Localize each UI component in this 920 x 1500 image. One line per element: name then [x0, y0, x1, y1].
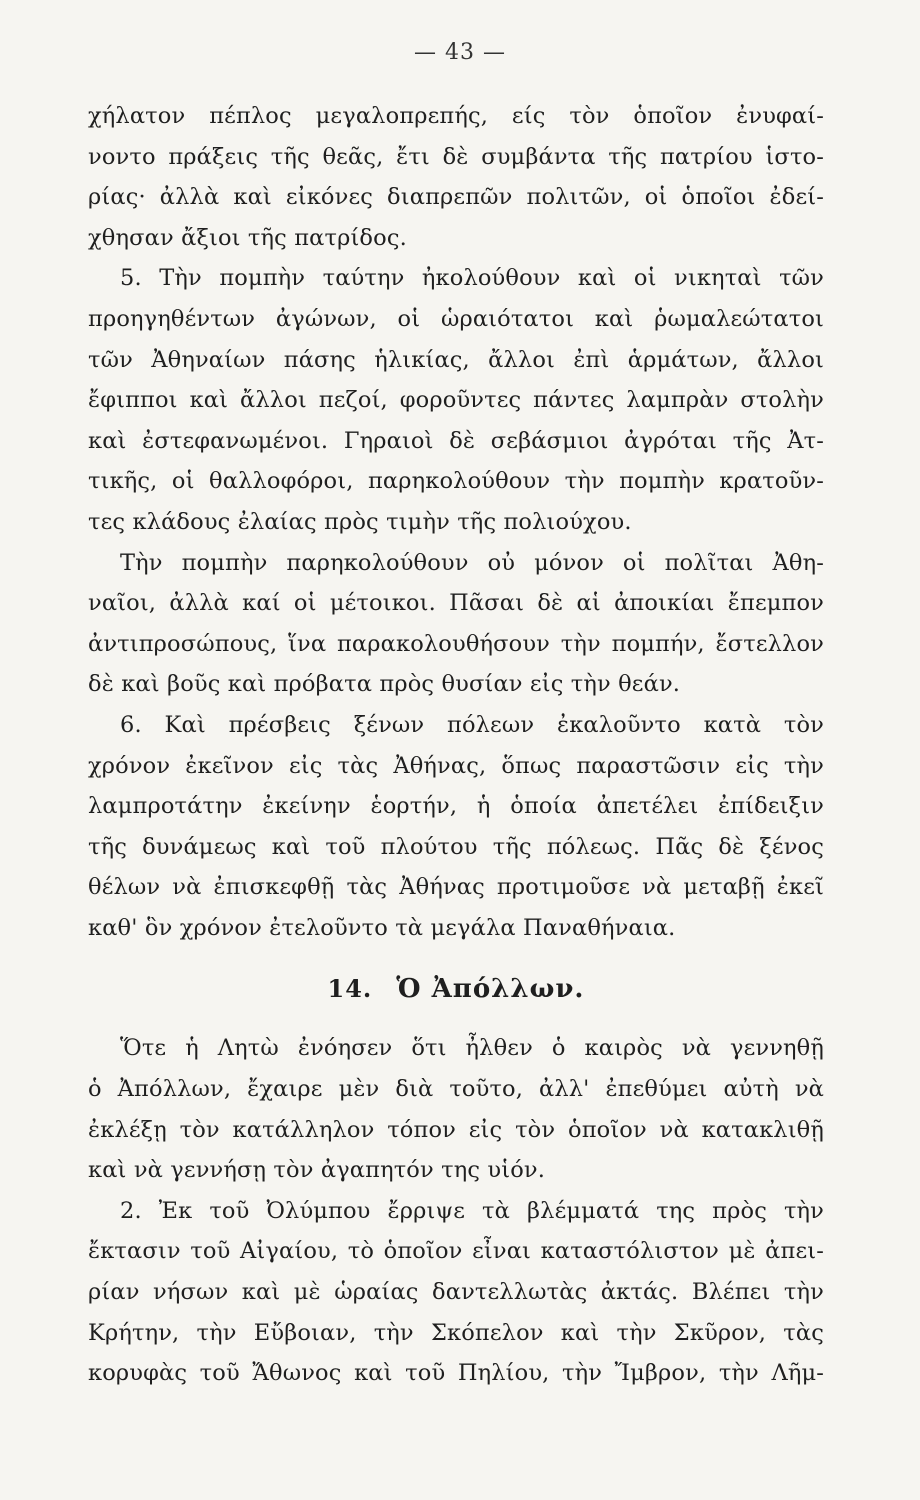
section-number: 14.	[327, 974, 373, 1004]
text-line: Τὴν πομπὴν παρηκολούθουν οὐ μόνον οἱ πολῖται Ἀθη-	[120, 549, 824, 576]
text-line: χήλατον πέπλος μεγαλοπρεπής, είς τὸν ὁποῖον ἐνυφαί-	[88, 103, 824, 129]
text-line: νοντο πράξεις τῆς θεᾶς, ἔτι δὲ συμβάντα τῆς πατρίου ἱστο-	[88, 143, 824, 170]
text-line: καὶ νὰ γεννήσῃ τὸν ἀγαπητόν της υἱόν.	[88, 1157, 546, 1184]
text-line: 6. Καὶ πρέσβεις ξένων πόλεων ἐκαλοῦντο κατὰ τὸν	[120, 711, 824, 738]
text-line: 2. Ἐκ τοῦ Ὀλύμπου ἔρριψε τὰ βλέμματά της πρὸς τὴν	[120, 1197, 824, 1224]
text-line: τῆς δυνάμεως καὶ τοῦ πλούτου τῆς πόλεως. Πᾶς δὲ ξένος	[88, 833, 824, 860]
text-line: χρόνον ἐκεῖνον εἰς τὰς Ἀθήνας, ὅπως παραστῶσιν εἰς τὴν	[88, 752, 824, 779]
text-line: ἔφιπποι καὶ ἄλλοι πεζοί, φοροῦντες πάντες λαμπρὰν στολὴν	[88, 387, 824, 414]
text-line: ὁ Ἀπόλλων, ἔχαιρε μὲν διὰ τοῦτο, ἀλλ' ἐπεθύμει αὐτὴ νὰ	[88, 1076, 824, 1103]
text-line: τῶν Ἀθηναίων πάσης ἡλικίας, ἄλλοι ἐπὶ ἁρμάτων, ἄλλοι	[88, 346, 824, 373]
text-line: ἀντιπροσώπους, ἵνα παρακολουθήσουν τὴν πομπήν, ἔστελλον	[88, 630, 824, 657]
text-line: 5. Τὴν πομπὴν ταύτην ἠκολούθουν καὶ οἱ νικηταὶ τῶν	[120, 265, 824, 292]
text-line: ρίας· ἀλλὰ καὶ εἰκόνες διαπρεπῶν πολιτῶν, οἱ ὁποῖοι ἐδεί-	[88, 184, 824, 211]
text-line: τες κλάδους ἐλαίας πρὸς τιμὴν τῆς πολιούχου.	[88, 508, 632, 535]
page-number: — 43 —	[414, 40, 506, 65]
text-line: τικῆς, οἱ θαλλοφόροι, παρηκολούθουν τὴν πομπὴν κρατοῦν-	[88, 468, 824, 495]
text-line: καὶ ἐστεφανωμένοι. Γηραιοὶ δὲ σεβάσμιοι ἀγρόται τῆς Ἀτ-	[88, 427, 824, 454]
text-line: δὲ καὶ βοῦς καὶ πρόβατα πρὸς θυσίαν εἰς τὴν θεάν.	[88, 671, 681, 698]
section-heading	[88, 960, 824, 1018]
body-text	[88, 96, 824, 1394]
text-line: ναῖοι, ἀλλὰ καί οἱ μέτοικοι. Πᾶσαι δὲ αἱ ἀποικίαι ἔπεμπον	[88, 590, 824, 617]
text-line: θέλων νὰ ἐπισκεφθῇ τὰς Ἀθήνας προτιμοῦσε νὰ μεταβῇ ἐκεῖ	[88, 874, 824, 901]
text-line: λαμπροτάτην ἐκείνην ἑορτήν, ἡ ὁποία ἀπετέλει ἐπίδειξιν	[88, 793, 824, 820]
text-line: προηγηθέντων ἀγώνων, οἱ ὡραιότατοι καὶ ῥωμαλεώτατοι	[88, 305, 824, 332]
text-line: Κρήτην, τὴν Εὔβοιαν, τὴν Σκόπελον καὶ τὴν Σκῦρον, τὰς	[88, 1319, 824, 1346]
text-line: ρίαν νήσων καὶ μὲ ὡραίας δαντελλωτὰς ἀκτάς. Βλέπει τὴν	[88, 1279, 824, 1306]
text-line: ἐκλέξῃ τὸν κατάλληλον τόπον εἰς τὸν ὁποῖον νὰ κατακλιθῇ	[88, 1116, 824, 1143]
section-title: Ὁ Ἀπόλλων.	[396, 974, 585, 1005]
text-line: ἔκτασιν τοῦ Αἰγαίου, τὸ ὁποῖον εἶναι καταστόλιστον μὲ ἀπει-	[88, 1238, 824, 1265]
text-line: Ὅτε ἡ Λητὼ ἐνόησεν ὅτι ἦλθεν ὁ καιρὸς νὰ γεννηθῇ	[120, 1035, 824, 1062]
text-line: καθ' ὃν χρόνον ἐτελοῦντο τὰ μεγάλα Παναθήναια.	[88, 914, 676, 941]
text-line: κορυφὰς τοῦ Ἄθωνος καὶ τοῦ Πηλίου, τὴν Ἴμβρον, τὴν Λῆμ-	[88, 1360, 824, 1387]
text-line: χθησαν ἄξιοι τῆς πατρίδος.	[88, 224, 407, 251]
